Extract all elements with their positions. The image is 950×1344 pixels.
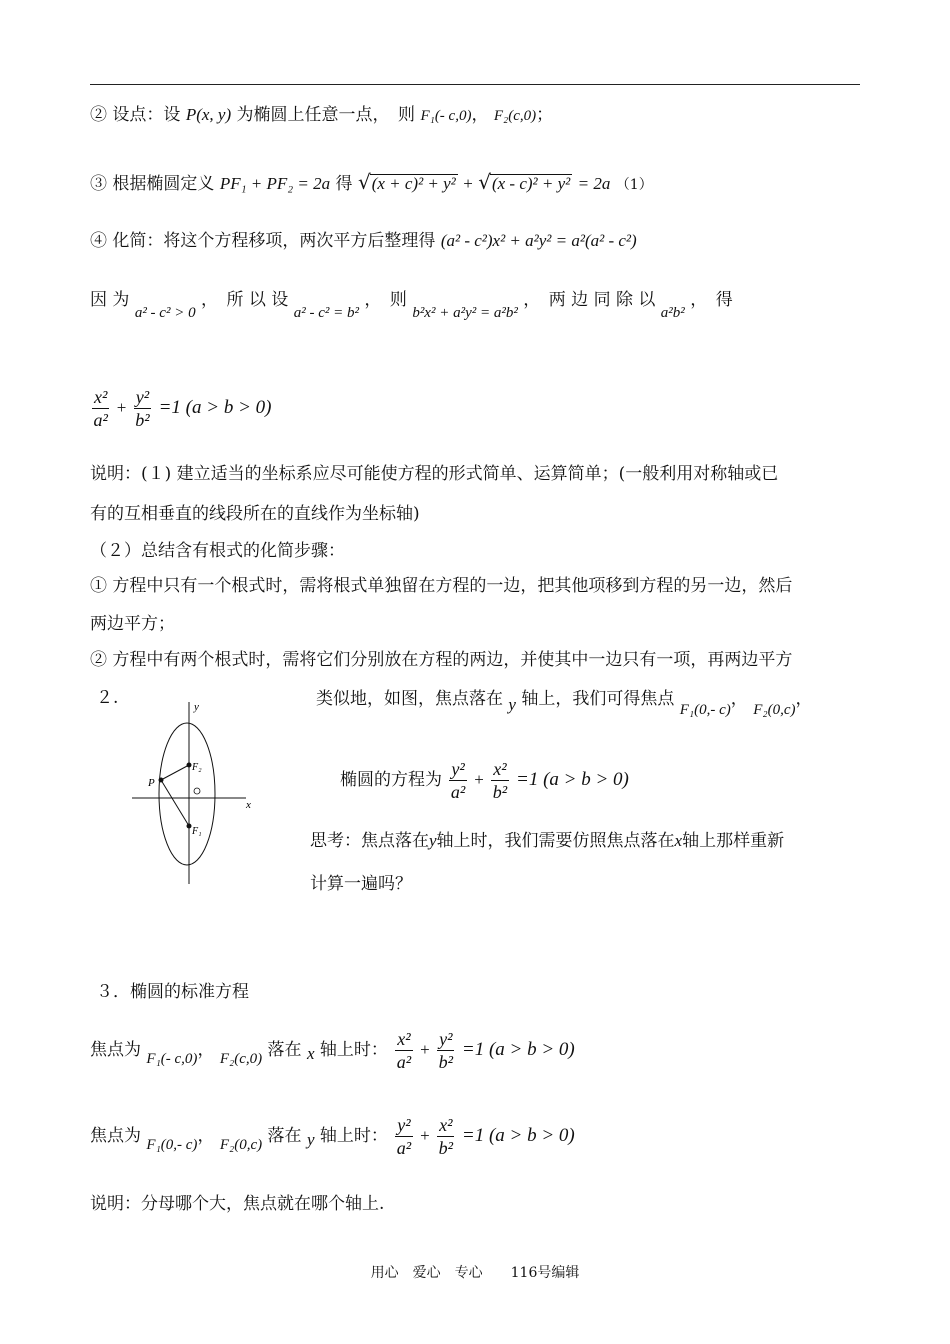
equation-rhs: =1 (a > b > 0) <box>158 397 272 418</box>
step-2-label: ② 设点：设 <box>90 105 181 125</box>
f1-label: F₁ <box>192 826 202 837</box>
step-3-label: ③ 根据椭圆定义 <box>90 174 215 194</box>
numerator: y² <box>439 1029 453 1049</box>
semicolon: ； <box>536 105 554 125</box>
equation-tag: （1） <box>615 177 653 193</box>
comma: ， <box>730 689 748 709</box>
p-label: P <box>148 777 155 789</box>
step-2-line <box>90 106 553 124</box>
equation-label: 椭圆的方程为 <box>340 770 442 790</box>
point-p: P(x, y) <box>185 105 232 124</box>
because-label: 因 为 <box>90 290 130 310</box>
row-1-axis: x <box>306 1044 315 1063</box>
note-1-line-1: 说明：(１) 建立适当的坐标系应尽可能使方程的形式简单、运算简单；(一般利用对称轴或已 <box>90 464 779 484</box>
section-2-number: ２. <box>96 688 119 708</box>
denominator: a² <box>450 782 466 802</box>
think-axis-y: y <box>429 831 437 850</box>
section-3-row-1: 焦点为 F₁(- c,0)， F₂(c,0) 落在 x 轴上时： $\frac{\text{x²}}{\text{a²}}$ + $\frac{\text{y²}}{\text{b²}}$ =1 (a > b > 0) <box>90 1029 575 1072</box>
f2-label: F₂ <box>192 762 202 773</box>
comma: ， <box>197 1126 215 1146</box>
because-eq-1: a² - c² > 0 <box>134 305 196 321</box>
numerator: x² <box>397 1029 411 1049</box>
comma: ， <box>795 689 813 709</box>
row-2-fraction-2 <box>437 1116 454 1157</box>
because-text-5: ， 得 <box>690 290 733 310</box>
section-3-title: ３．椭圆的标准方程 <box>96 982 249 1002</box>
because-eq-4: a²b² <box>660 305 685 321</box>
equation-rhs: =1 (a > b > 0) <box>516 769 629 790</box>
think-line-2: 计算一遍吗？ <box>310 874 412 894</box>
row-1-f2: F₂(c,0) <box>219 1051 263 1067</box>
because-text-2: ， 所 以 设 <box>201 290 289 310</box>
numerator: x² <box>439 1115 453 1135</box>
origin-mark <box>194 788 200 794</box>
denominator: a² <box>396 1052 412 1072</box>
row-2-fraction-1 <box>395 1116 412 1157</box>
row-2-f2: F₂(0,c) <box>219 1137 263 1153</box>
row-1-text-c: 轴上时： <box>319 1040 388 1060</box>
focus-f1-y: F₁(0,- c) <box>679 702 731 718</box>
row-2-f1: F₁(0,- c) <box>146 1137 198 1153</box>
focus-f1: F₁(- c,0) <box>420 108 472 124</box>
note-1-line-2: 有的互相垂直的线段所在的直线作为坐标轴) <box>90 504 420 524</box>
fraction-y <box>134 388 151 429</box>
focus-f2: F₂(c,0) <box>493 108 537 124</box>
because-text-4: ， 两 边 同 除 以 <box>523 290 656 310</box>
step-4-line <box>90 232 637 250</box>
think-text-a: 思考：焦点落在 <box>310 831 429 851</box>
row-1-fraction-1 <box>395 1030 412 1071</box>
think-axis-x: x <box>674 831 683 850</box>
numerator: y² <box>451 759 465 779</box>
denominator: b² <box>135 410 150 430</box>
section-2-text-b: 轴上，我们可得焦点 <box>521 689 675 709</box>
denominator: b² <box>492 782 508 802</box>
step-3-de: 得 <box>335 174 353 194</box>
because-line <box>90 290 860 321</box>
because-eq-2: a² - c² = b² <box>293 305 359 321</box>
section-3-note: 说明：分母哪个大，焦点就在哪个轴上. <box>90 1194 385 1214</box>
numerator: y² <box>135 387 150 407</box>
row-2-axis: y <box>306 1130 315 1149</box>
denominator: b² <box>438 1052 453 1072</box>
row-2-rhs: =1 (a > b > 0) <box>461 1125 575 1146</box>
ellipse-figure <box>128 698 260 888</box>
step-2-text: 为椭圆上任意一点， 则 <box>236 105 416 125</box>
note-2a-line-2: 两边平方； <box>90 614 175 634</box>
ellipse-curve <box>159 723 215 865</box>
numerator: y² <box>397 1115 411 1135</box>
axis-y: y <box>508 695 516 714</box>
segment-pf2 <box>161 765 189 780</box>
note-2-heading: （２）总结含有根式的化简步骤： <box>90 541 345 561</box>
page-footer: 用心 爱心 专心 116号编辑 <box>370 1265 580 1281</box>
comma: ， <box>471 105 489 125</box>
think-text-b: 轴上时，我们需要仿照焦点落在 <box>436 831 675 851</box>
row-1-fraction-2 <box>437 1030 454 1071</box>
row-1-f1: F₁(- c,0) <box>146 1051 198 1067</box>
fraction-y-a <box>449 760 466 801</box>
definition-equation: PF₁ + PF₂ = 2a <box>219 174 331 193</box>
sqrt-sign-1: √ <box>357 170 371 194</box>
radicand-1: (x + c)² + y² <box>371 174 456 193</box>
y-axis-label: y <box>194 701 199 713</box>
plus-sign: + <box>463 174 473 193</box>
denominator: a² <box>396 1138 412 1158</box>
row-1-rhs: =1 (a > b > 0) <box>461 1039 575 1060</box>
because-eq-3: b²x² + a²y² = a²b² <box>412 305 518 321</box>
think-line-1 <box>310 832 784 850</box>
row-1-label: 焦点为 <box>90 1040 141 1060</box>
row-2-text-b: 落在 <box>267 1126 302 1146</box>
section-2-equation-line: 椭圆的方程为 $\frac{\text{y²}}{\text{a²}}$ + $\frac{\text{x²}}{\text{b²}}$ =1 (a > b > 0) <box>340 759 629 802</box>
simplified-equation: (a² - c²)x² + a²y² = a²(a² - c²) <box>440 231 637 250</box>
standard-equation-x: $\frac{\text{x²}}{\text{a²}}$ + $\frac{\text{y²}}{\text{b²}}$ =1 (a > b > 0) <box>93 387 272 430</box>
denominator: a² <box>93 410 108 430</box>
row-1-text-b: 落在 <box>267 1040 302 1060</box>
focus-f2-y: F₂(0,c) <box>753 702 796 718</box>
note-2b: ② 方程中有两个根式时，需将它们分别放在方程的两边，并使其中一边只有一项，再两边平方 <box>90 650 793 670</box>
denominator: b² <box>438 1138 453 1158</box>
step-4-label: ④ 化简：将这个方程移项，两次平方后整理得 <box>90 231 436 251</box>
step-3-line <box>90 172 653 193</box>
row-2-label: 焦点为 <box>90 1126 141 1146</box>
header-rule <box>90 84 860 85</box>
note-2a-line-1: ① 方程中只有一个根式时，需将根式单独留在方程的一边，把其他项移到方程的另一边，然后 <box>90 576 793 596</box>
think-text-c: 轴上那样重新 <box>682 831 785 851</box>
numerator: x² <box>94 387 108 407</box>
sqrt-sign-2: √ <box>478 170 491 194</box>
section-3-row-2: 焦点为 F₁(0,- c)， F₂(0,c) 落在 y 轴上时： $\frac{\text{y²}}{\text{a²}}$ + $\frac{\text{x²}}{\text{b²}}$ =1 (a > b > 0) <box>90 1115 575 1158</box>
x-axis-label: x <box>246 799 251 811</box>
fraction-x <box>92 388 109 429</box>
section-2-text-a: 类似地，如图，焦点落在 <box>316 689 503 709</box>
row-2-text-c: 轴上时： <box>319 1126 388 1146</box>
because-text-3: ， 则 <box>364 290 407 310</box>
fraction-x-b <box>491 760 508 801</box>
numerator: x² <box>493 759 507 779</box>
ellipse-diagram <box>128 698 260 888</box>
radicand-2: (x - c)² + y² <box>491 174 571 193</box>
section-2-text-line <box>316 689 813 718</box>
rhs-2a: = 2a <box>577 174 611 193</box>
comma: ， <box>197 1040 215 1060</box>
segment-pf1 <box>161 780 189 826</box>
